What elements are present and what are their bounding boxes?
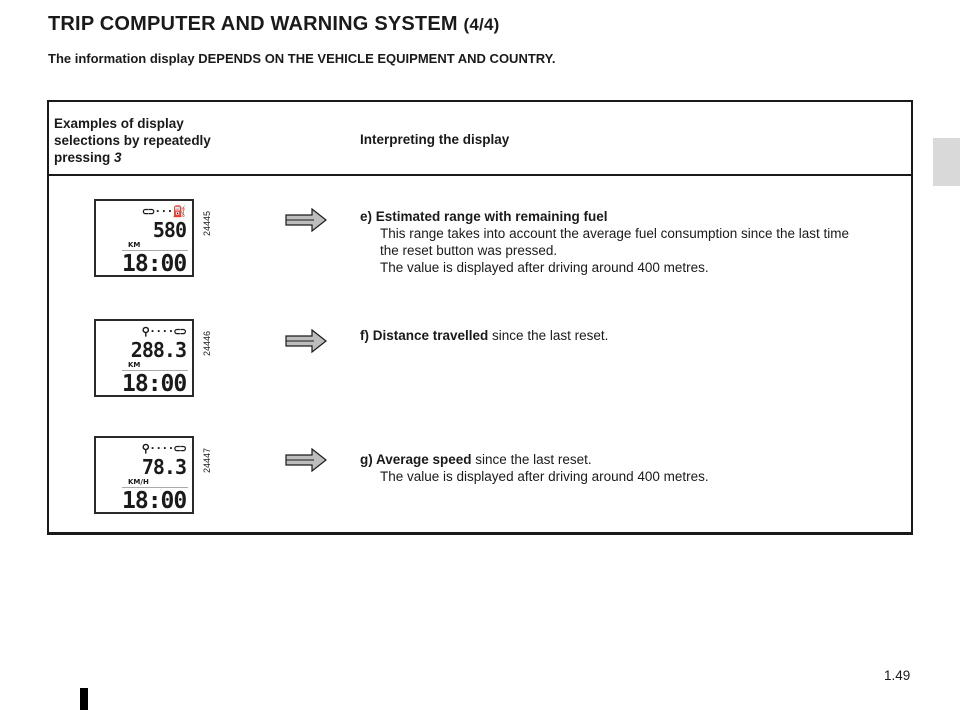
title-text: TRIP COMPUTER AND WARNING SYSTEM: [48, 13, 458, 35]
key-car-icon: ⚲····⊂⊃: [141, 325, 186, 338]
lcd-unit: KM: [128, 241, 141, 249]
lcd-value: 580: [152, 218, 186, 242]
entry-distance-travelled: f) Distance travelled since the last reset.: [360, 328, 609, 343]
page-number: 1.49: [884, 668, 911, 683]
double-arrow-icon: [284, 207, 328, 233]
lcd-display-speed: [94, 436, 194, 514]
section-tab-marker: [933, 138, 960, 186]
fuel-pump-icon: ⊂⊃···⛽: [142, 205, 186, 218]
column-header-interpretation: Interpreting the display: [360, 132, 510, 147]
footer-marker: [80, 688, 88, 710]
figure-code: 24446: [202, 330, 212, 356]
lcd-clock: 18:00: [122, 251, 187, 277]
figure-code: 24447: [202, 447, 212, 473]
lcd-clock: 18:00: [122, 488, 187, 514]
column-header-examples: Examples of display selections by repeatedly pressing 3: [54, 116, 211, 165]
button-number: 3: [114, 150, 122, 165]
double-arrow-icon: [284, 328, 328, 354]
lcd-display-range: [94, 199, 194, 277]
figure-code: 24445: [202, 210, 212, 236]
table-border-left: [47, 100, 49, 535]
lcd-value: 288.3: [130, 338, 186, 362]
table-rule-bottom: [47, 532, 913, 535]
table-rule-top: [47, 100, 913, 102]
entry-estimated-range: e) Estimated range with remaining fuel This range takes into account the average fuel consumption since the last time the reset button was pressed. The value is displayed after driving around 400 metres.: [360, 209, 850, 275]
lcd-display-distance: [94, 319, 194, 397]
table-border-right: [911, 100, 913, 535]
display-table: [47, 100, 913, 536]
double-arrow-icon: [284, 447, 328, 473]
lcd-unit: KM/H: [128, 478, 149, 486]
lcd-unit: KM: [128, 361, 141, 369]
lcd-clock: 18:00: [122, 371, 187, 397]
title-part: (4/4): [463, 15, 500, 34]
page-subtitle: The information display DEPENDS ON THE VEHICLE EQUIPMENT AND COUNTRY.: [48, 51, 556, 66]
page-title: [48, 13, 499, 36]
table-rule-header: [47, 174, 913, 176]
lcd-value: 78.3: [141, 455, 186, 479]
entry-average-speed: g) Average speed since the last reset. The value is displayed after driving around 400 metres.: [360, 452, 709, 484]
key-car-icon: ⚲····⊂⊃: [141, 442, 186, 455]
